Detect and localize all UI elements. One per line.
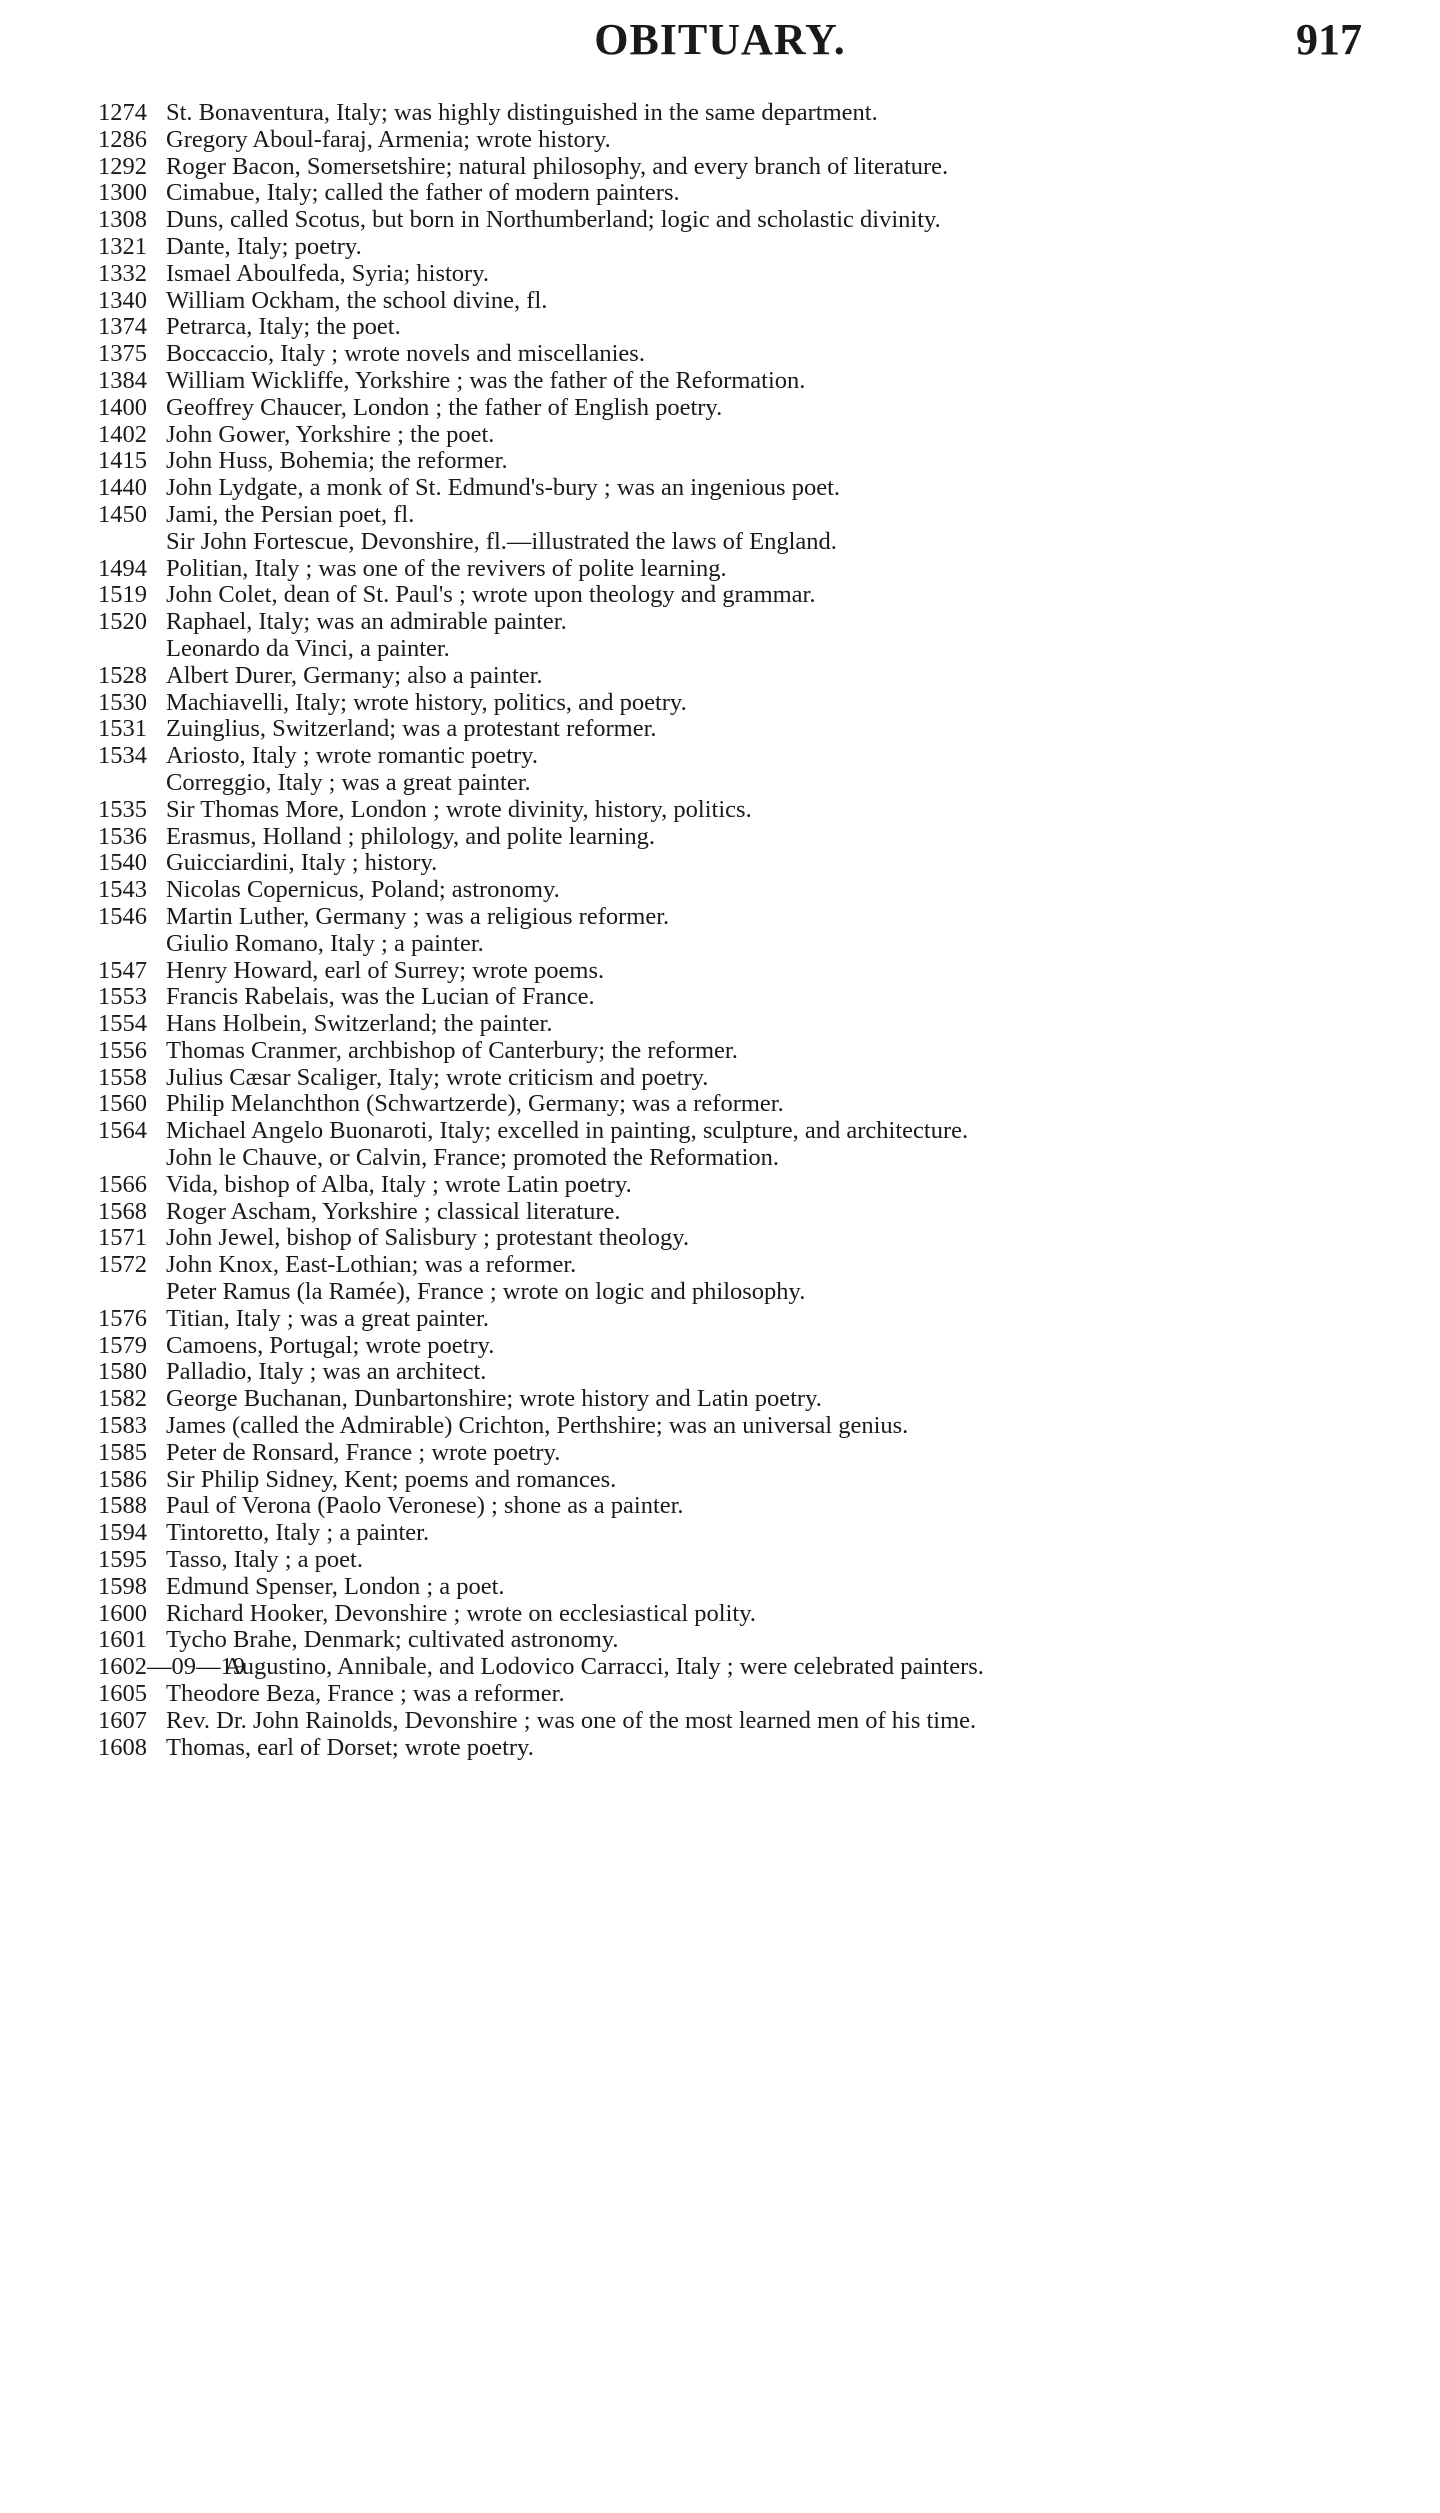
obituary-entry [98, 1440, 1348, 1467]
entry-text: Giulio Romano, Italy ; a painter. [166, 929, 484, 957]
page-header [0, 8, 1440, 78]
entry-year: 1564 [98, 1117, 147, 1145]
obituary-entry [98, 1065, 1348, 1092]
obituary-entry [98, 850, 1348, 877]
entry-text: John Knox, East-Lothian; was a reformer. [166, 1251, 577, 1279]
entry-year: 1374 [98, 313, 147, 341]
entry-year: 1556 [98, 1036, 147, 1064]
entry-year: 1579 [98, 1331, 147, 1359]
obituary-entry [98, 127, 1348, 154]
obituary-entry [98, 1172, 1348, 1199]
obituary-entry [98, 180, 1348, 207]
entry-year: 1601 [98, 1626, 147, 1654]
entry-text: St. Bonaventura, Italy; was highly distinguished in the same department. [166, 99, 878, 126]
entry-text: Sir Philip Sidney, Kent; poems and romances. [166, 1465, 617, 1493]
entry-text: Thomas Cranmer, archbishop of Canterbury; the reformer. [166, 1036, 738, 1064]
obituary-entry [98, 556, 1348, 583]
entry-text: Theodore Beza, France ; was a reformer. [166, 1680, 565, 1708]
obituary-entry [98, 1574, 1348, 1601]
entry-text: Vida, bishop of Alba, Italy ; wrote Latin poetry. [166, 1170, 632, 1198]
entry-year: 1582 [98, 1385, 147, 1413]
obituary-entry [98, 1011, 1348, 1038]
obituary-entry [98, 502, 1348, 529]
entry-text: Machiavelli, Italy; wrote history, politics, and poetry. [166, 688, 687, 716]
entry-text: John Gower, Yorkshire ; the poet. [166, 420, 495, 448]
entry-text: John Huss, Bohemia; the reformer. [166, 447, 508, 475]
obituary-entry [98, 824, 1348, 851]
entry-text: John Colet, dean of St. Paul's ; wrote upon theology and grammar. [166, 581, 816, 609]
entry-year: 1536 [98, 822, 147, 850]
entry-text: Boccaccio, Italy ; wrote novels and miscellanies. [166, 340, 645, 368]
obituary-list [98, 100, 1348, 1761]
obituary-entry [98, 475, 1348, 502]
obituary-entry [98, 100, 1348, 127]
entry-text: Julius Cæsar Scaliger, Italy; wrote criticism and poetry. [166, 1063, 709, 1091]
obituary-entry [98, 716, 1348, 743]
obituary-entry [98, 1413, 1348, 1440]
entry-text: James (called the Admirable) Crichton, Perthshire; was an universal genius. [166, 1412, 909, 1440]
entry-text: Roger Bacon, Somersetshire; natural philosophy, and every branch of literature. [166, 152, 949, 180]
entry-year: 1594 [98, 1519, 147, 1547]
obituary-entry [98, 1091, 1348, 1118]
obituary-entry [98, 1359, 1348, 1386]
obituary-entry [98, 1038, 1348, 1065]
entry-text: Raphael, Italy; was an admirable painter. [166, 608, 567, 636]
entry-text: Peter Ramus (la Ramée), France ; wrote on logic and philosophy. [166, 1278, 806, 1306]
entry-year: 1530 [98, 688, 147, 716]
obituary-entry [98, 958, 1348, 985]
entry-year: 1274 [98, 99, 147, 126]
entry-year: 1560 [98, 1090, 147, 1118]
entry-year: 1534 [98, 742, 147, 770]
entry-text: Camoens, Portugal; wrote poetry. [166, 1331, 495, 1359]
entry-year: 1520 [98, 608, 147, 636]
obituary-entry [98, 341, 1348, 368]
entry-year: 1535 [98, 795, 147, 823]
obituary-entry [98, 770, 1348, 797]
entry-year: 1531 [98, 715, 147, 743]
obituary-entry [98, 1333, 1348, 1360]
entry-year: 1554 [98, 1010, 147, 1038]
obituary-entry [98, 1493, 1348, 1520]
entry-year: 1605 [98, 1680, 147, 1708]
obituary-entry [98, 288, 1348, 315]
entry-text: Martin Luther, Germany ; was a religious reformer. [166, 902, 670, 930]
obituary-entry [98, 609, 1348, 636]
entry-year: 1400 [98, 393, 147, 421]
entry-text: Francis Rabelais, was the Lucian of France. [166, 983, 595, 1011]
entry-text: Tasso, Italy ; a poet. [166, 1546, 363, 1574]
entry-year: 1598 [98, 1572, 147, 1600]
obituary-entry [98, 582, 1348, 609]
obituary-entry [98, 154, 1348, 181]
obituary-entry [98, 1252, 1348, 1279]
entry-text: Duns, called Scotus, but born in Northumberland; logic and scholastic divinity. [166, 206, 941, 234]
entry-text: Gregory Aboul-faraj, Armenia; wrote history. [166, 125, 611, 153]
entry-year: 1321 [98, 232, 147, 260]
entry-year: 1608 [98, 1733, 147, 1761]
entry-year: 1543 [98, 876, 147, 904]
entry-text: Rev. Dr. John Rainolds, Devonshire ; was one of the most learned men of his time. [166, 1706, 977, 1734]
entry-year: 1375 [98, 340, 147, 368]
entry-year: 1572 [98, 1251, 147, 1279]
obituary-entry [98, 984, 1348, 1011]
entry-year: 1540 [98, 849, 147, 877]
entry-year: 1402 [98, 420, 147, 448]
entry-text: Geoffrey Chaucer, London ; the father of English poetry. [166, 393, 723, 421]
entry-year: 1384 [98, 366, 147, 394]
entry-text: Tycho Brahe, Denmark; cultivated astronomy. [166, 1626, 619, 1654]
obituary-entry [98, 314, 1348, 341]
obituary-entry [98, 1118, 1348, 1145]
obituary-entry [98, 1681, 1348, 1708]
obituary-entry [98, 690, 1348, 717]
entry-text: Correggio, Italy ; was a great painter. [166, 768, 531, 796]
entry-year: 1588 [98, 1492, 147, 1520]
obituary-entry [98, 422, 1348, 449]
entry-year: 1340 [98, 286, 147, 314]
obituary-entry [98, 931, 1348, 958]
obituary-entry [98, 1279, 1348, 1306]
entry-year: 1576 [98, 1304, 147, 1332]
obituary-entry [98, 877, 1348, 904]
entry-text: Dante, Italy; poetry. [166, 232, 362, 260]
obituary-entry [98, 1627, 1348, 1654]
entry-text: William Ockham, the school divine, fl. [166, 286, 548, 314]
obituary-entry [98, 1225, 1348, 1252]
entry-text: Richard Hooker, Devonshire ; wrote on ecclesiastical polity. [166, 1599, 757, 1627]
entry-text: Leonardo da Vinci, a painter. [166, 634, 450, 662]
entry-text: Edmund Spenser, London ; a poet. [166, 1572, 505, 1600]
obituary-entry [98, 904, 1348, 931]
entry-year: 1494 [98, 554, 147, 582]
entry-year: 1568 [98, 1197, 147, 1225]
obituary-entry [98, 636, 1348, 663]
entry-year: 1566 [98, 1170, 147, 1198]
entry-text: Roger Ascham, Yorkshire ; classical literature. [166, 1197, 621, 1225]
entry-year: 1286 [98, 125, 147, 153]
entry-year: 1440 [98, 474, 147, 502]
entry-year: 1450 [98, 500, 147, 528]
entry-text: Albert Durer, Germany; also a painter. [166, 661, 543, 689]
entry-year: 1332 [98, 259, 147, 287]
entry-text: Augustino, Annibale, and Lodovico Carracci, Italy ; were celebrated painters. [224, 1653, 984, 1681]
entry-text: Henry Howard, earl of Surrey; wrote poems. [166, 956, 605, 984]
page-number: 917 [1296, 15, 1362, 64]
entry-year: 1585 [98, 1438, 147, 1466]
obituary-entry [98, 1735, 1348, 1762]
entry-year: 1558 [98, 1063, 147, 1091]
entry-year: 1519 [98, 581, 147, 609]
obituary-entry [98, 368, 1348, 395]
obituary-entry [98, 1708, 1348, 1735]
obituary-entry [98, 261, 1348, 288]
entry-year: 1300 [98, 179, 147, 207]
obituary-entry [98, 448, 1348, 475]
entry-text: Paul of Verona (Paolo Veronese) ; shone as a painter. [166, 1492, 684, 1520]
entry-text: John le Chauve, or Calvin, France; promoted the Reformation. [166, 1144, 780, 1172]
entry-year: 1600 [98, 1599, 147, 1627]
entry-text: Petrarca, Italy; the poet. [166, 313, 401, 341]
entry-text: Guicciardini, Italy ; history. [166, 849, 438, 877]
obituary-entry [98, 1467, 1348, 1494]
entry-year: 1586 [98, 1465, 147, 1493]
obituary-entry [98, 1306, 1348, 1333]
entry-year: 1308 [98, 206, 147, 234]
entry-year: 1580 [98, 1358, 147, 1386]
entry-text: George Buchanan, Dunbartonshire; wrote history and Latin poetry. [166, 1385, 822, 1413]
obituary-entry [98, 743, 1348, 770]
entry-text: Erasmus, Holland ; philology, and polite learning. [166, 822, 656, 850]
page-title: OBITUARY. [594, 15, 846, 64]
obituary-entry [98, 1654, 1348, 1681]
obituary-entry [98, 1547, 1348, 1574]
entry-text: Nicolas Copernicus, Poland; astronomy. [166, 876, 560, 904]
obituary-entry [98, 395, 1348, 422]
obituary-entry [98, 663, 1348, 690]
entry-year: 1415 [98, 447, 147, 475]
entry-text: Philip Melanchthon (Schwartzerde), Germany; was a reformer. [166, 1090, 784, 1118]
entry-text: Sir John Fortescue, Devonshire, fl.—illustrated the laws of England. [166, 527, 837, 555]
entry-text: Hans Holbein, Switzerland; the painter. [166, 1010, 553, 1038]
entry-text: Titian, Italy ; was a great painter. [166, 1304, 489, 1332]
entry-year: 1553 [98, 983, 147, 1011]
obituary-entry [98, 1520, 1348, 1547]
entry-text: Politian, Italy ; was one of the revivers of polite learning. [166, 554, 727, 582]
entry-text: Jami, the Persian poet, fl. [166, 500, 415, 528]
entry-year: 1607 [98, 1706, 147, 1734]
obituary-entry [98, 529, 1348, 556]
obituary-entry [98, 1386, 1348, 1413]
obituary-entry [98, 234, 1348, 261]
entry-text: Cimabue, Italy; called the father of modern painters. [166, 179, 680, 207]
obituary-entry [98, 207, 1348, 234]
entry-text: Michael Angelo Buonaroti, Italy; excelled in painting, sculpture, and architecture. [166, 1117, 969, 1145]
entry-year: 1602—09—19 [98, 1653, 245, 1681]
entry-year: 1528 [98, 661, 147, 689]
entry-text: John Jewel, bishop of Salisbury ; protestant theology. [166, 1224, 690, 1252]
entry-year: 1547 [98, 956, 147, 984]
entry-year: 1571 [98, 1224, 147, 1252]
entry-year: 1595 [98, 1546, 147, 1574]
entry-text: William Wickliffe, Yorkshire ; was the father of the Reformation. [166, 366, 806, 394]
entry-year: 1546 [98, 902, 147, 930]
entry-text: Thomas, earl of Dorset; wrote poetry. [166, 1733, 534, 1761]
entry-text: Ismael Aboulfeda, Syria; history. [166, 259, 489, 287]
entry-text: Palladio, Italy ; was an architect. [166, 1358, 487, 1386]
entry-year: 1292 [98, 152, 147, 180]
entry-text: Peter de Ronsard, France ; wrote poetry. [166, 1438, 561, 1466]
entry-text: Tintoretto, Italy ; a painter. [166, 1519, 430, 1547]
entry-year: 1583 [98, 1412, 147, 1440]
obituary-entry [98, 797, 1348, 824]
entry-text: Sir Thomas More, London ; wrote divinity, history, politics. [166, 795, 752, 823]
obituary-entry [98, 1199, 1348, 1226]
obituary-entry [98, 1145, 1348, 1172]
entry-text: John Lydgate, a monk of St. Edmund's-bury ; was an ingenious poet. [166, 474, 841, 502]
obituary-entry [98, 1601, 1348, 1628]
entry-text: Ariosto, Italy ; wrote romantic poetry. [166, 742, 538, 770]
entry-text: Zuinglius, Switzerland; was a protestant reformer. [166, 715, 657, 743]
